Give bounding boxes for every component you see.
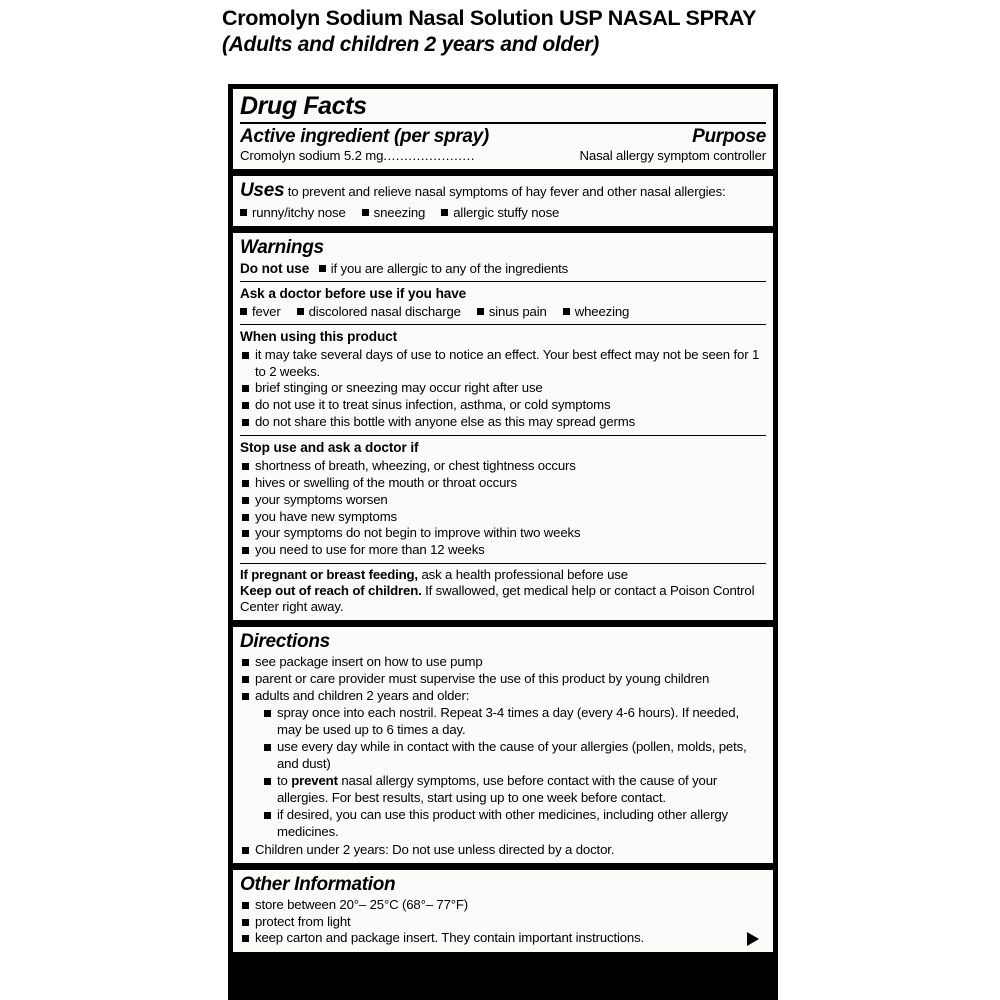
directions-adults-bullet-2: if desired, you can use this product with other medicines, including other allergy medicines. (262, 807, 766, 841)
pregnancy-warning-rest: ask a health professional before use (417, 567, 628, 583)
continuation-arrow-icon (747, 932, 759, 946)
other-information-bullet-1: protect from light (240, 914, 766, 931)
uses-bullet-0: runny/itchy nose (240, 204, 346, 221)
stop-use-bullet-5: you need to use for more than 12 weeks (240, 542, 766, 559)
when-using-bullet-list (240, 347, 766, 431)
other-information-bullet-list (240, 897, 766, 948)
directions-bullet-0: see package insert on how to use pump (240, 654, 766, 671)
active-ingredient-heading-row (240, 126, 766, 147)
warnings-panel (233, 233, 773, 620)
directions-bullet-1: parent or care provider must supervise the use of this product by young children (240, 671, 766, 688)
other-information-bullet-0: store between 20°– 25°C (68°– 77°F) (240, 897, 766, 914)
uses-heading: Uses (240, 180, 285, 202)
pregnancy-warning-bold: If pregnant or breast feeding, (240, 567, 418, 583)
do-not-use-label: Do not use (240, 260, 310, 276)
when-using-bullet-1: brief stinging or sneezing may occur right after use (240, 380, 766, 397)
directions-adults-label: adults and children 2 years and older: (240, 688, 766, 705)
stop-use-bullet-1: hives or swelling of the mouth or throat occurs (240, 475, 766, 492)
directions-prevent-bullet (262, 773, 766, 807)
keep-out-of-reach-bold: Keep out of reach of children. (240, 583, 422, 599)
keep-out-of-reach-rest: If swallowed, get medical help or contact a Poison Control Center right away. (240, 583, 755, 615)
ask-doctor-bullets (240, 303, 766, 320)
warnings-divider-2 (240, 324, 766, 325)
keep-out-of-reach-warning (240, 583, 766, 615)
uses-panel (233, 176, 773, 226)
active-ingredient-purpose: Nasal allergy symptom controller (579, 148, 766, 164)
ask-doctor-bullet-0: fever (240, 303, 281, 320)
when-using-bullet-3: do not share this bottle with anyone else as this may spread germs (240, 414, 766, 431)
uses-text-block (240, 179, 766, 221)
drug-facts-heading: Drug Facts (240, 92, 367, 120)
active-ingredient-row (240, 147, 766, 164)
prevent-bold: prevent (291, 772, 338, 788)
active-ingredient-heading: Active ingredient (per spray) (240, 126, 489, 147)
ask-doctor-bullet-2: sinus pain (477, 303, 547, 320)
warnings-divider-3 (240, 435, 766, 436)
product-title-block (222, 6, 792, 58)
directions-children-list (240, 842, 766, 859)
when-using-bullet-0: it may take several days of use to notice an effect. Your best effect may not be seen for 1 to 2 weeks. (240, 347, 766, 381)
warnings-heading: Warnings (240, 237, 324, 259)
directions-adults-bullet-list (262, 705, 766, 840)
uses-bullet-1: sneezing (362, 204, 426, 221)
drug-facts-panel (228, 84, 778, 1000)
stop-use-bullet-list (240, 458, 766, 559)
stop-use-bullet-0: shortness of breath, wheezing, or chest tightness occurs (240, 458, 766, 475)
pregnancy-warning (240, 567, 766, 583)
active-ingredient-name: Cromolyn sodium 5.2 mg (240, 148, 384, 164)
directions-children-bullet: Children under 2 years: Do not use unless directed by a doctor. (240, 842, 766, 859)
prevent-pre: to (277, 772, 292, 788)
warnings-divider-1 (240, 281, 766, 282)
purpose-heading: Purpose (692, 126, 766, 147)
active-ingredient-panel (233, 89, 773, 169)
other-information-panel (233, 870, 773, 952)
do-not-use-bullet-0: if you are allergic to any of the ingredients (319, 261, 568, 277)
other-information-heading: Other Information (240, 874, 396, 896)
directions-adults-bullet-0: spray once into each nostril. Repeat 3-4 times a day (every 4-6 hours). If needed, may be used up to 6 times a day. (262, 705, 766, 739)
ask-doctor-label: Ask a doctor before use if you have (240, 286, 467, 302)
ask-doctor-bullet-3: wheezing (563, 303, 630, 320)
directions-bullet-list (240, 654, 766, 705)
directions-heading: Directions (240, 631, 330, 653)
product-title: Cromolyn Sodium Nasal Solution USP NASAL SPRAY (222, 6, 757, 30)
drug-facts-rule (240, 122, 766, 124)
stop-use-label: Stop use and ask a doctor if (240, 440, 419, 456)
when-using-bullet-2: do not use it to treat sinus infection, asthma, or cold symptoms (240, 397, 766, 414)
directions-panel (233, 627, 773, 863)
uses-text: to prevent and relieve nasal symptoms of hay fever and other nasal allergies: (287, 184, 726, 200)
product-subtitle: (Adults and children 2 years and older) (222, 33, 599, 57)
directions-adults-bullet-1: use every day while in contact with the cause of your allergies (pollen, molds, pets, and dust) (262, 739, 766, 773)
warnings-divider-4 (240, 563, 766, 564)
do-not-use-block (240, 260, 766, 278)
prevent-post: nasal allergy symptoms, use before contact with the cause of your allergies. For best results, start using up to one week before contact. (277, 772, 718, 805)
other-information-bullet-2: keep carton and package insert. They contain important instructions. (240, 930, 766, 947)
stop-use-bullet-3: you have new symptoms (240, 509, 766, 526)
when-using-label: When using this product (240, 329, 398, 345)
uses-bullet-2: allergic stuffy nose (441, 204, 559, 221)
leader-dots: ...................... (383, 148, 475, 164)
stop-use-bullet-2: your symptoms worsen (240, 492, 766, 509)
stop-use-bullet-4: your symptoms do not begin to improve within two weeks (240, 525, 766, 542)
ask-doctor-bullet-1: discolored nasal discharge (297, 303, 461, 320)
